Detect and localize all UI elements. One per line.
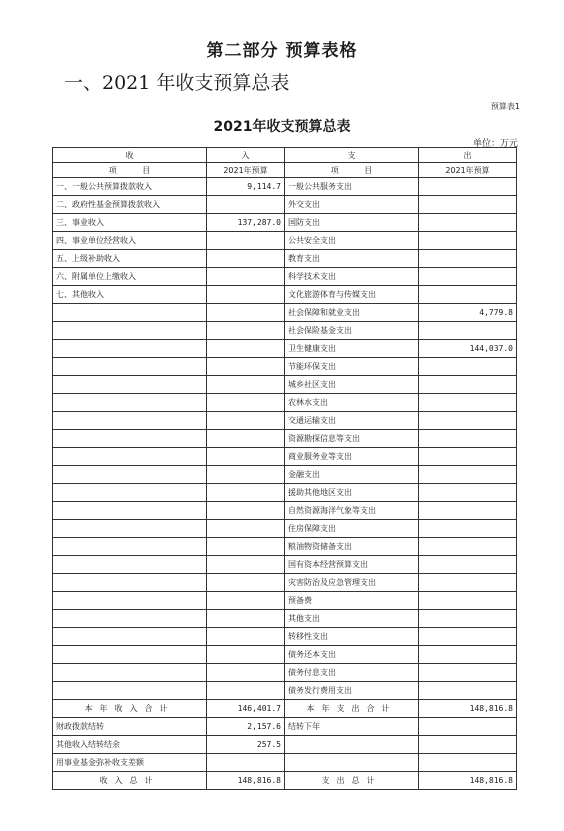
expense-value-cell	[419, 430, 517, 448]
income-item-cell	[53, 322, 207, 340]
income-value-cell	[207, 520, 285, 538]
table-row	[53, 646, 517, 664]
expense-value-cell	[419, 538, 517, 556]
income-item-cell	[53, 628, 207, 646]
table-row	[53, 538, 517, 556]
income-value-cell: 146,401.7	[207, 700, 285, 718]
expense-item-cell: 农林水支出	[285, 394, 419, 412]
income-item-cell	[53, 610, 207, 628]
expense-item-cell: 一般公共服务支出	[285, 178, 419, 196]
unit-label: 单位：万元	[472, 139, 518, 149]
income-item-cell: 本年收入合计	[53, 700, 207, 718]
table-row	[53, 556, 517, 574]
table-row	[53, 322, 517, 340]
table-row	[53, 736, 517, 754]
table-row	[53, 628, 517, 646]
expense-value-cell	[419, 322, 517, 340]
income-value-cell	[207, 628, 285, 646]
income-item-cell	[53, 394, 207, 412]
table-row	[53, 466, 517, 484]
total-row	[53, 772, 517, 790]
income-item-cell: 二、政府性基金预算拨款收入	[53, 196, 207, 214]
table-row	[53, 358, 517, 376]
expense-item-cell: 金融支出	[285, 466, 419, 484]
income-item-cell	[53, 358, 207, 376]
income-item-cell: 其他收入结转结余	[53, 736, 207, 754]
expense-item-cell: 债务发行费用支出	[285, 682, 419, 700]
header-income-budget: 2021年预算	[207, 163, 285, 178]
table-row	[53, 340, 517, 358]
expense-item-cell: 结转下年	[285, 718, 419, 736]
income-item-cell	[53, 646, 207, 664]
expense-value-cell	[419, 358, 517, 376]
expense-item-cell: 支出总计	[285, 772, 419, 790]
subtotal-row	[53, 700, 517, 718]
table-row	[53, 754, 517, 772]
income-item-cell	[53, 556, 207, 574]
expense-item-cell: 外交支出	[285, 196, 419, 214]
income-item-cell: 五、上级补助收入	[53, 250, 207, 268]
header-row-2	[53, 163, 517, 178]
expense-value-cell	[419, 682, 517, 700]
table-row	[53, 232, 517, 250]
table-row	[53, 268, 517, 286]
expense-item-cell: 卫生健康支出	[285, 340, 419, 358]
expense-value-cell	[419, 592, 517, 610]
income-item-cell	[53, 448, 207, 466]
income-item-cell: 四、事业单位经营收入	[53, 232, 207, 250]
income-item-cell: 七、其他收入	[53, 286, 207, 304]
income-value-cell	[207, 448, 285, 466]
income-value-cell	[207, 286, 285, 304]
income-value-cell	[207, 250, 285, 268]
expense-item-cell: 社会保险基金支出	[285, 322, 419, 340]
table-row	[53, 412, 517, 430]
income-value-cell: 137,287.0	[207, 214, 285, 232]
income-value-cell	[207, 412, 285, 430]
expense-value-cell	[419, 502, 517, 520]
expense-item-cell: 国有资本经营预算支出	[285, 556, 419, 574]
income-value-cell	[207, 484, 285, 502]
expense-value-cell: 148,816.8	[419, 772, 517, 790]
expense-item-cell: 预备费	[285, 592, 419, 610]
expense-item-cell: 公共安全支出	[285, 232, 419, 250]
expense-item-cell: 援助其他地区支出	[285, 484, 419, 502]
table-row	[53, 520, 517, 538]
income-value-cell	[207, 466, 285, 484]
income-value-cell	[207, 556, 285, 574]
expense-item-cell: 债务还本支出	[285, 646, 419, 664]
income-value-cell	[207, 592, 285, 610]
income-item-cell: 用事业基金弥补收支差额	[53, 754, 207, 772]
table-row	[53, 448, 517, 466]
expense-value-cell	[419, 214, 517, 232]
expense-item-cell: 节能环保支出	[285, 358, 419, 376]
expense-value-cell: 4,779.8	[419, 304, 517, 322]
expense-item-cell: 粮油物资储备支出	[285, 538, 419, 556]
header-expense-left: 支	[285, 148, 419, 163]
expense-value-cell	[419, 466, 517, 484]
income-value-cell	[207, 610, 285, 628]
table-title: 2021年收支预算总表	[213, 119, 351, 135]
expense-value-cell	[419, 250, 517, 268]
expense-value-cell	[419, 610, 517, 628]
income-value-cell	[207, 430, 285, 448]
budget-table	[52, 147, 517, 790]
budget-table-body	[53, 148, 517, 790]
table-row	[53, 502, 517, 520]
income-value-cell	[207, 358, 285, 376]
header-row-1	[53, 148, 517, 163]
income-value-cell	[207, 232, 285, 250]
header-income-right: 入	[207, 148, 285, 163]
income-value-cell	[207, 538, 285, 556]
income-value-cell	[207, 754, 285, 772]
expense-item-cell: 住房保障支出	[285, 520, 419, 538]
table-row	[53, 430, 517, 448]
expense-item-cell: 社会保障和就业支出	[285, 304, 419, 322]
table-row	[53, 718, 517, 736]
income-item-cell	[53, 520, 207, 538]
expense-value-cell	[419, 520, 517, 538]
expense-value-cell: 148,816.8	[419, 700, 517, 718]
income-item-cell: 六、附属单位上缴收入	[53, 268, 207, 286]
income-value-cell	[207, 502, 285, 520]
expense-value-cell	[419, 286, 517, 304]
table-row	[53, 304, 517, 322]
expense-item-cell: 商业服务业等支出	[285, 448, 419, 466]
table-row	[53, 484, 517, 502]
expense-value-cell	[419, 232, 517, 250]
expense-value-cell	[419, 394, 517, 412]
income-item-cell	[53, 340, 207, 358]
income-item-cell	[53, 484, 207, 502]
header-expense-right: 出	[419, 148, 517, 163]
income-item-cell: 收入总计	[53, 772, 207, 790]
table-row	[53, 178, 517, 196]
income-item-cell	[53, 430, 207, 448]
income-value-cell: 257.5	[207, 736, 285, 754]
expense-value-cell	[419, 646, 517, 664]
part-title: 第二部分 预算表格	[206, 41, 358, 61]
income-value-cell	[207, 304, 285, 322]
income-value-cell	[207, 664, 285, 682]
income-item-cell: 三、事业收入	[53, 214, 207, 232]
table-row	[53, 250, 517, 268]
income-item-cell	[53, 304, 207, 322]
header-income-left: 收	[53, 148, 207, 163]
income-value-cell: 148,816.8	[207, 772, 285, 790]
income-item-cell: 一、一般公共预算拨款收入	[53, 178, 207, 196]
income-value-cell	[207, 682, 285, 700]
expense-value-cell	[419, 628, 517, 646]
table-row	[53, 574, 517, 592]
expense-value-cell	[419, 754, 517, 772]
expense-value-cell	[419, 376, 517, 394]
income-item-cell	[53, 538, 207, 556]
expense-value-cell	[419, 718, 517, 736]
income-value-cell	[207, 394, 285, 412]
expense-value-cell	[419, 268, 517, 286]
table-row	[53, 610, 517, 628]
expense-item-cell: 转移性支出	[285, 628, 419, 646]
expense-item-cell: 科学技术支出	[285, 268, 419, 286]
expense-item-cell: 本年支出合计	[285, 700, 419, 718]
header-expense-budget: 2021年预算	[419, 163, 517, 178]
income-value-cell	[207, 646, 285, 664]
income-value-cell	[207, 322, 285, 340]
form-number: 预算表1	[490, 102, 520, 111]
expense-value-cell	[419, 664, 517, 682]
header-income-item: 项 目	[53, 163, 207, 178]
income-value-cell	[207, 340, 285, 358]
header-expense-item: 项 目	[285, 163, 419, 178]
income-item-cell	[53, 682, 207, 700]
expense-item-cell: 其他支出	[285, 610, 419, 628]
income-item-cell	[53, 664, 207, 682]
income-value-cell	[207, 574, 285, 592]
expense-item-cell	[285, 736, 419, 754]
expense-item-cell: 国防支出	[285, 214, 419, 232]
table-row	[53, 394, 517, 412]
expense-item-cell: 教育支出	[285, 250, 419, 268]
income-value-cell	[207, 196, 285, 214]
income-value-cell	[207, 268, 285, 286]
expense-value-cell	[419, 574, 517, 592]
table-row	[53, 664, 517, 682]
expense-value-cell	[419, 412, 517, 430]
table-row	[53, 214, 517, 232]
income-item-cell	[53, 466, 207, 484]
income-item-cell	[53, 502, 207, 520]
expense-value-cell	[419, 448, 517, 466]
income-item-cell	[53, 412, 207, 430]
expense-value-cell	[419, 736, 517, 754]
expense-item-cell: 自然资源海洋气象等支出	[285, 502, 419, 520]
expense-value-cell	[419, 178, 517, 196]
expense-item-cell: 城乡社区支出	[285, 376, 419, 394]
income-item-cell	[53, 592, 207, 610]
expense-value-cell: 144,037.0	[419, 340, 517, 358]
expense-value-cell	[419, 484, 517, 502]
expense-item-cell: 资源勘探信息等支出	[285, 430, 419, 448]
expense-item-cell: 文化旅游体育与传媒支出	[285, 286, 419, 304]
income-value-cell	[207, 376, 285, 394]
expense-item-cell	[285, 754, 419, 772]
income-item-cell: 财政拨款结转	[53, 718, 207, 736]
table-row	[53, 286, 517, 304]
table-row	[53, 592, 517, 610]
expense-value-cell	[419, 556, 517, 574]
table-row	[53, 376, 517, 394]
expense-item-cell: 债务付息支出	[285, 664, 419, 682]
section-title: 一、2021 年收支预算总表	[64, 72, 290, 94]
income-item-cell	[53, 376, 207, 394]
expense-value-cell	[419, 196, 517, 214]
table-row	[53, 682, 517, 700]
income-value-cell: 2,157.6	[207, 718, 285, 736]
expense-item-cell: 灾害防治及应急管理支出	[285, 574, 419, 592]
table-row	[53, 196, 517, 214]
income-item-cell	[53, 574, 207, 592]
income-value-cell: 9,114.7	[207, 178, 285, 196]
expense-item-cell: 交通运输支出	[285, 412, 419, 430]
